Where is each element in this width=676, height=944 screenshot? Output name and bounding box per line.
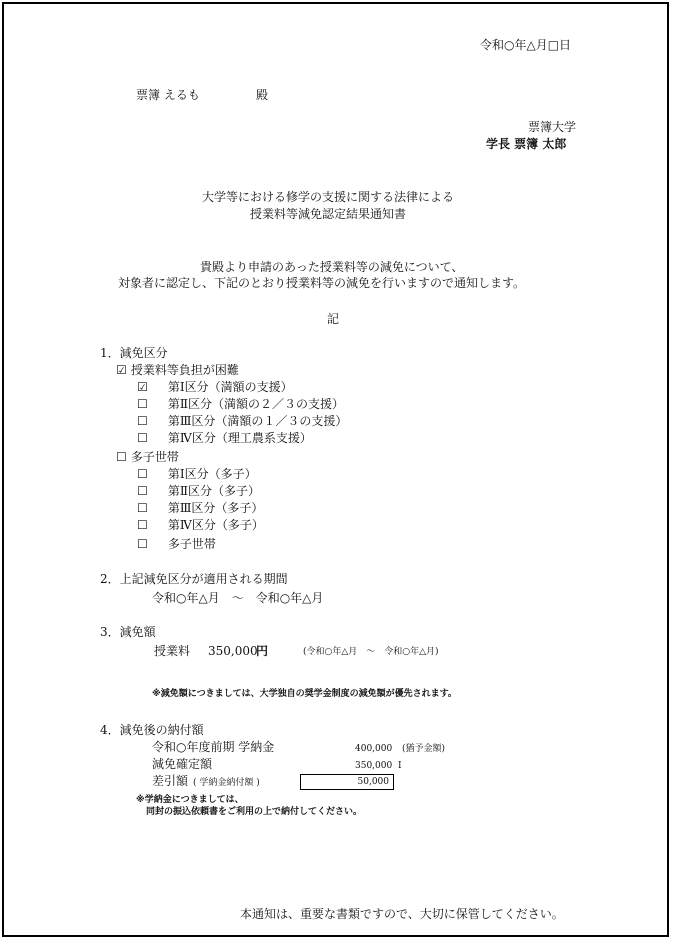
group1-item-4-label: 第Ⅳ区分（理工農系支援）: [167, 431, 312, 445]
row1-note: (猶予金額): [402, 744, 446, 754]
group2-item-2-checkbox[interactable]: ☐: [137, 484, 148, 498]
group2-item-5: [137, 537, 216, 552]
ki-label: 記: [327, 312, 340, 326]
group2-item-1-label: 第Ⅰ区分（多子）: [167, 467, 257, 481]
footer-note: 本通知は、重要な書類ですので、大切に保管してください。: [240, 907, 564, 921]
group1-row: [116, 363, 239, 378]
row2-value: 350,000: [355, 761, 393, 771]
page-border: [2, 2, 669, 937]
doc-title-line2: 授業料等減免認定結果通知書: [250, 207, 407, 221]
group1-item-4: [137, 431, 312, 446]
group2-row: [116, 450, 179, 465]
row2-mark: I: [398, 761, 402, 771]
sender-org: 票簿大学: [528, 120, 577, 134]
row3-sub: ( 学納金納付額 ): [193, 778, 260, 788]
reduction-note: ※減免額につきましては、大学独自の奨学金制度の減免額が優先されます。: [152, 689, 457, 699]
group2-item-2-label: 第Ⅱ区分（多子）: [167, 484, 260, 498]
section1-heading: 1．減免区分: [100, 346, 168, 360]
group1-label: 授業料等負担が困難: [130, 363, 239, 377]
group2-item-4-label: 第Ⅳ区分（多子）: [167, 518, 264, 532]
section2-period: 令和○年△月 ～ 令和○年△月: [152, 591, 324, 605]
group1-item-4-checkbox[interactable]: ☐: [137, 431, 148, 445]
group1-item-2: [137, 397, 344, 412]
group1-item-1: [137, 380, 293, 395]
group1-item-1-checkbox[interactable]: ☑: [137, 380, 148, 394]
reduction-amount: 350,000: [208, 644, 258, 658]
payment-amount-box: [300, 774, 394, 790]
row3-label: 差引額: [152, 774, 189, 788]
group2-item-3-checkbox[interactable]: ☐: [137, 501, 148, 515]
group2-item-5-checkbox[interactable]: ☐: [137, 537, 148, 551]
reduction-period: (令和○年△月 ～ 令和○年△月): [303, 647, 439, 657]
group1-item-1-label: 第Ⅰ区分（満額の支援）: [167, 380, 293, 394]
group2-checkbox[interactable]: ☐: [116, 450, 127, 464]
group1-item-2-checkbox[interactable]: ☐: [137, 397, 148, 411]
row2-label: 減免確定額: [152, 757, 213, 771]
group2-item-5-label: 多子世帯: [167, 537, 216, 551]
payment-note-line2: 同封の振込依頼書をご利用の上で納付してください。: [146, 807, 363, 817]
payment-note-line1: ※学納金につきましては、: [136, 795, 244, 805]
group1-item-3-checkbox[interactable]: ☐: [137, 414, 148, 428]
intro-line1: 貴殿より申請のあった授業料等の減免について、: [200, 260, 464, 274]
row1-label: 令和○年度前期 学納金: [152, 740, 275, 754]
intro-line2: 対象者に認定し、下記のとおり授業料等の減免を行いますので通知します。: [118, 276, 526, 290]
section4-heading: 4．減免後の納付額: [100, 723, 204, 737]
section2-heading: 2．上記減免区分が適用される期間: [100, 572, 288, 586]
group2-item-3: [137, 501, 263, 516]
issue-date: 令和○年△月□日: [480, 38, 572, 52]
reduction-unit: 円: [256, 644, 269, 658]
group1-item-2-label: 第Ⅱ区分（満額の２／３の支援）: [167, 397, 344, 411]
group1-checkbox[interactable]: ☑: [116, 363, 127, 377]
group2-label: 多子世帯: [130, 450, 179, 464]
group2-item-4: [137, 518, 264, 533]
doc-title-line1: 大学等における修学の支援に関する法律による: [202, 190, 455, 204]
row1-value: 400,000: [355, 744, 393, 754]
sender-title: 学長 票簿 太郎: [486, 137, 567, 151]
group2-item-1: [137, 467, 257, 482]
recipient-name: 票簿 えるも: [136, 88, 200, 102]
payment-amount-value: 50,000: [357, 777, 389, 787]
group2-item-1-checkbox[interactable]: ☐: [137, 467, 148, 481]
section3-heading: 3．減免額: [100, 625, 156, 639]
tuition-label: 授業料: [154, 644, 191, 658]
group2-item-2: [137, 484, 260, 499]
group1-item-3-label: 第Ⅲ区分（満額の１／３の支援）: [167, 414, 348, 428]
recipient-honorific: 殿: [256, 88, 269, 102]
group2-item-3-label: 第Ⅲ区分（多子）: [167, 501, 264, 515]
group1-item-3: [137, 414, 347, 429]
group2-item-4-checkbox[interactable]: ☐: [137, 518, 148, 532]
